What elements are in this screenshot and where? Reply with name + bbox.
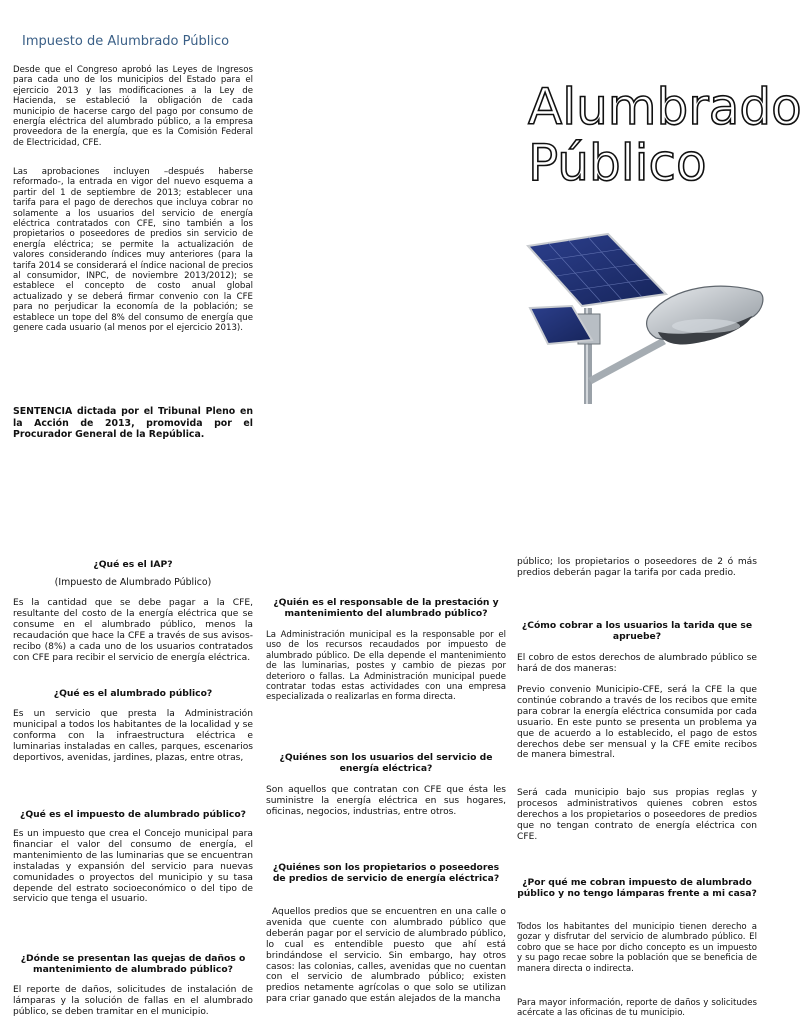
col1-heading-iap: ¿Qué es el IAP? xyxy=(93,559,173,570)
col1-heading-impuesto: ¿Qué es el impuesto de alumbrado público? xyxy=(20,809,246,820)
col1-paragraph-alumbrado: Es un servicio que presta la Administración municipal a todos los habitantes de la localidad y se conforma con la infraestructura eléctrica e luminarias instaladas en calles, parques, escenarios deportivos, avenidas, jardines, plazas, entre otras, xyxy=(13,709,253,763)
col3-paragraph-continuation: público; los propietarios o poseedores de 2 ó más predios deberán pagar la tarifa por cada predio. xyxy=(517,557,757,578)
col1-paragraph-impuesto: Es un impuesto que crea el Concejo municipal para financiar el valor del consumo de energía, el mantenimiento de las luminarias que se encuentran instaladas y expansión del servicio para nuevas comunidades o proyectos del municipio y su tasa depende del estrato socioeconómico o del tipo de servicio que tenga el usuario. xyxy=(13,829,253,905)
col1-heading-quejas: ¿Dónde se presentan las quejas de daños o mantenimiento de alumbrado público? xyxy=(20,953,246,975)
col3-paragraph-municipio: Será cada municipio bajo sus propias reglas y procesos administrativos quienes cobren estos derechos a los propietarios o poseedores de predios que no tengan contrato de energía eléctrica con CFE. xyxy=(517,788,757,842)
col2-heading-usuarios: ¿Quiénes son los usuarios del servicio de energía eléctrica? xyxy=(279,752,493,774)
col2-heading-responsable: ¿Quién es el responsable de la prestación y mantenimiento del alumbrado público? xyxy=(273,597,499,619)
col1-paragraph-iap: Es la cantidad que se debe pagar a la CFE, resultante del costo de la energía eléctrica que se consume en el alumbrado público, menos la recaudación que hace la CFE a través de sus avisos-recibo (8%) a cada uno de los usuarios contratados con CFE para recibir el servicio de energía eléctrica. xyxy=(13,598,253,663)
sentencia-note: SENTENCIA dictada por el Tribunal Pleno en la Acción de 2013, promovida por el Procurador General de la República. xyxy=(13,406,253,440)
col3-paragraph-informacion: Para mayor información, reporte de daños y solicitudes acércate a las oficinas de tu municipio. xyxy=(517,998,757,1019)
col2-paragraph-usuarios: Son aquellos que contratan con CFE que ésta les suministre la energía eléctrica en sus hogares, oficinas, negocios, industrias, entre otros. xyxy=(266,785,506,817)
intro-paragraph-1: Desde que el Congreso aprobó las Leyes de Ingresos para cada uno de los municipios del Estado para el ejercicio 2013 y las modificaciones a la Ley de Hacienda, se estableció la obligación de cada municipio de hacerse cargo del pago por consumo de energía eléctrica del alumbrado público, a la empresa proveedora de la energía, que es la Comisión Federal de Electricidad, CFE. xyxy=(13,65,253,148)
col2-paragraph-propietarios: Aquellos predios que se encuentren en una calle o avenida que cuente con alumbrado público que deberán pagar por el servicio de alumbrado público, lo cual es entendible puesto que ahí está brindándose el servicio. Sin embargo, hay otros casos: las colonias, calles, avenidas que no cuentan con el servicio de alumbrado público; existen predios netamente agrícolas o que solo se utilizan para criar ganado que están alejados de la mancha xyxy=(266,907,506,1005)
col3-paragraph-convenio: Previo convenio Municipio-CFE, será la CFE la que continúe cobrando a través de los recibos que emite para cobrar la energía eléctrica consumida por cada usuario. En este punto se presenta un problema ya que de acuerdo a lo establecido, el pago de estos derechos debe ser mensual y la CFE emite recibos de manera bimestral. xyxy=(517,685,757,761)
solar-street-lamp-image xyxy=(522,228,768,404)
col2-heading-propietarios: ¿Quiénes son los propietarios o poseedores de predios de servicio de energía eléctrica? xyxy=(272,862,500,884)
col1-paragraph-quejas: El reporte de daños, solicitudes de instalación de lámparas y la solución de fallas en el alumbrado público, se deben tramitar en el municipio. xyxy=(13,985,253,1017)
intro-paragraph-2: Las aprobaciones incluyen –después haberse reformado-, la entrada en vigor del nuevo esquema a partir del 1 de septiembre de 2013; establecer una tarifa para el pago de derechos que incluya cobrar no solamente a los usuarios del servicio de energía eléctrica contratados con CFE, sino también a los propietarios o poseedores de predios sin servicio de energía eléctrica; se permite la actualización de valores considerando índices muy anteriores (para la tarifa 2014 se considerará el índice nacional de precios al consumidor, INPC, de noviembre 2013/2012); se establece el concepto de costo anual global actualizado y se deberá firmar convenio con la CFE para no perjudicar la economía de la población; se establece un tope del 8% del consumo de energía que genere cada usuario (al menos por el ejercicio 2013). xyxy=(13,167,253,334)
cover-title-line2: Público xyxy=(528,134,707,192)
col1-heading-alumbrado: ¿Qué es el alumbrado público? xyxy=(53,688,213,699)
document-title: Impuesto de Alumbrado Público xyxy=(22,34,230,49)
col3-paragraph-cobro-intro: El cobro de estos derechos de alumbrado público se hará de dos maneras: xyxy=(517,653,757,674)
cover-title-line1: Alumbrado xyxy=(528,78,802,136)
col2-paragraph-responsable: La Administración municipal es la responsable por el uso de los recursos recaudados por impuesto de alumbrado público. De ella depende el mantenimiento de las luminarias, postes y cambio de piezas por deterioro o fallas. La Administración municipal puede contratar todas estas actividades con una empresa especializada o realizarlas en forma directa. xyxy=(266,630,506,703)
col1-subheading-iap: (Impuesto de Alumbrado Público) xyxy=(54,577,212,588)
col3-paragraph-habitantes: Todos los habitantes del municipio tienen derecho a gozar y disfrutar del servicio de alumbrado público. El cobro que se hace por dicho concepto es un impuesto y su pago recae sobre la población que se beneficia de manera directa o indirecta. xyxy=(517,922,757,974)
col3-heading-por-que: ¿Por qué me cobran impuesto de alumbrado público y no tengo lámparas frente a mi casa? xyxy=(517,877,757,899)
col3-heading-cobro: ¿Cómo cobrar a los usuarios la tarida que se apruebe? xyxy=(521,620,753,642)
